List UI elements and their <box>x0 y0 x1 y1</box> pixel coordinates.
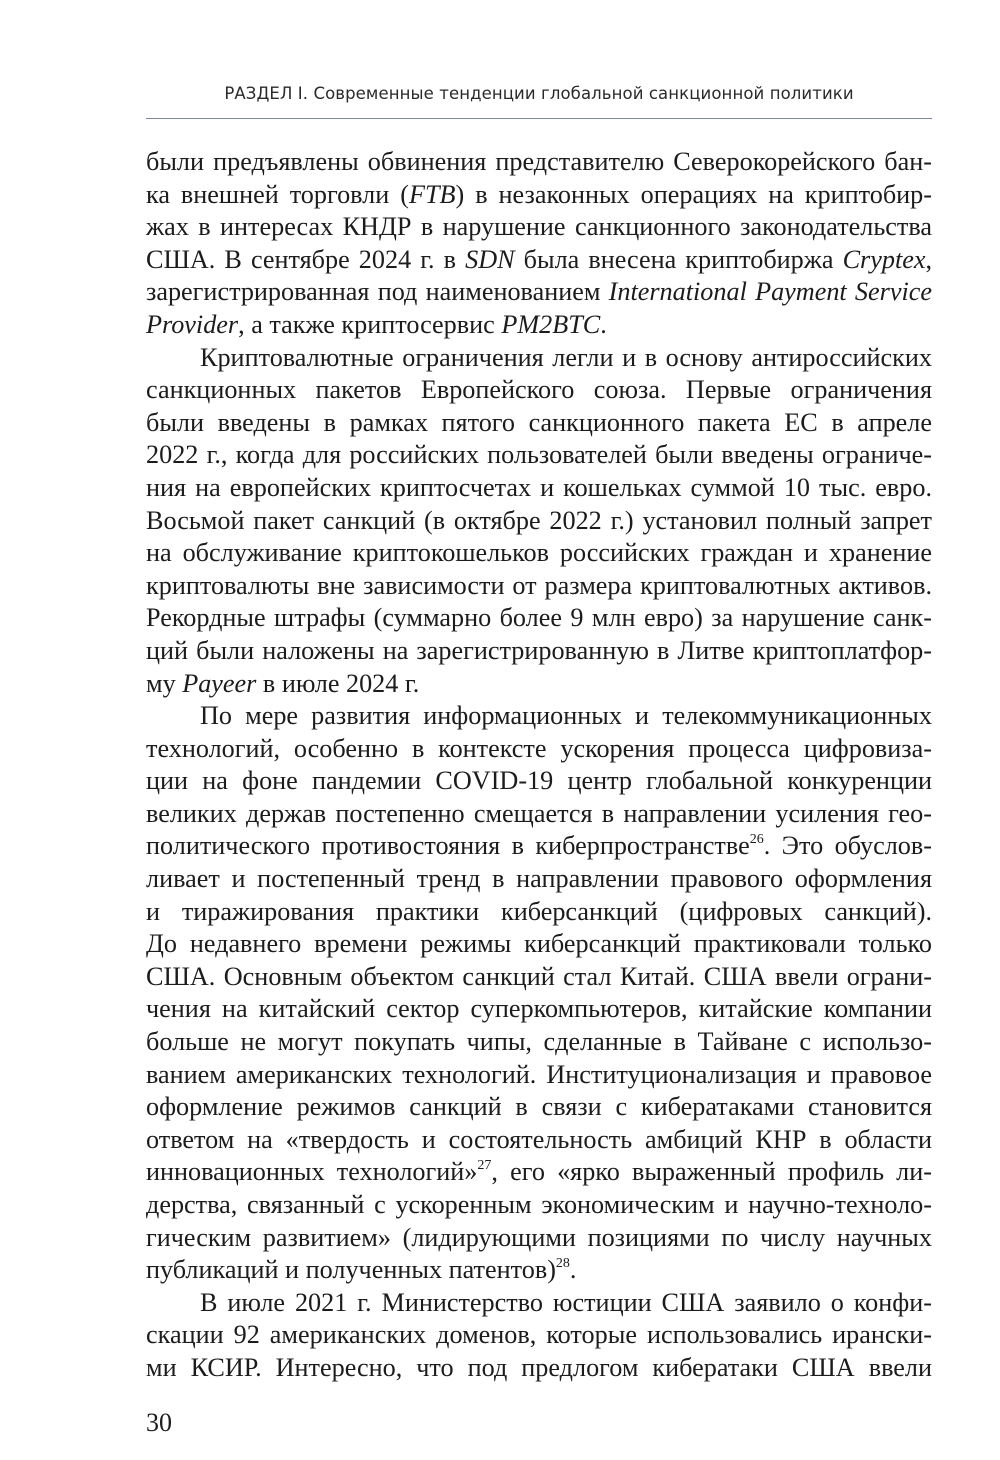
text-line: и тиражирования практики киберсанкций (цифровых санкций). <box>146 896 932 926</box>
page-number: 30 <box>146 1408 172 1437</box>
running-header: РАЗДЕЛ I. Современные тенденции глобальной санкционной политики <box>224 84 854 103</box>
text-line: больше не могут покупать чипы, сделанные в Тайване с использо- <box>146 1027 932 1057</box>
text-line: Криптовалютные ограничения легли и в основу антироссийских <box>200 342 932 372</box>
text-line: публикаций и полученных патентов)$^{28}$. <box>146 1255 577 1285</box>
text-line: ций были наложены на зарегистрированную в Литве криптоплатфор- <box>146 635 932 665</box>
text-line: были введены в рамках пятого санкционного пакета ЕС в апреле <box>146 407 932 437</box>
text-line: Восьмой пакет санкций (в октябре 2022 г.) установил полный запрет <box>146 505 932 535</box>
footnote-ref: 28 <box>555 1256 570 1272</box>
text-line: ния на европейских криптосчетах и кошельках суммой 10 тыс. евро. <box>146 472 932 502</box>
text-line: До недавнего времени режимы киберсанкций практиковали только <box>146 929 932 959</box>
text-line: гическим развитием» (лидирующими позициями по числу научных <box>146 1222 932 1252</box>
text-line: ванием американских технологий. Институционализация и правовое <box>146 1059 932 1089</box>
text-line: По мере развития информационных и телекоммуникационных <box>200 701 932 731</box>
text-line: жах в интересах КНДР в нарушение санкционного законодательства <box>146 212 932 242</box>
italic-term: PM2BTC <box>501 309 601 339</box>
paragraph-2 <box>146 342 932 701</box>
italic-term: International Payment Service <box>608 277 932 307</box>
italic-term: Payeer <box>182 668 257 698</box>
text-line: Рекордные штрафы (суммарно более 9 млн евро) за нарушение санк- <box>146 603 932 633</box>
text-line: оформление режимов санкций в связи с кибератаками становится <box>146 1092 932 1122</box>
text-line: Provider, а также криптосервис PM2BTC. <box>146 309 607 339</box>
text-line: ответом на «твердость и состоятельность амбиций КНР в области <box>146 1124 932 1154</box>
text-line: технологий, особенно в контексте ускорения процесса цифровиза- <box>146 733 932 763</box>
text-line: политического противостояния в киберпространстве$^{26}$. Это обуслов- <box>146 831 932 861</box>
text-line: были предъявлены обвинения представителю Северокорейского бан- <box>146 147 932 176</box>
paragraph-3 <box>146 700 932 1287</box>
paragraph-1 <box>146 146 932 342</box>
italic-term: SDN <box>465 244 515 274</box>
text-line: криптовалюты вне зависимости от размера криптовалютных активов. <box>146 570 932 600</box>
italic-term: FTB <box>408 179 456 209</box>
main-text <box>146 146 932 1385</box>
text-line: му Payeer в июле 2024 г. <box>146 668 420 698</box>
text-line: ливает и постепенный тренд в направлении правового оформления <box>146 864 932 894</box>
text-line: на обслуживание криптокошельков российских граждан и хранение <box>146 538 932 568</box>
text-line: инновационных технологий»$^{27}$, его «ярко выраженный профиль ли- <box>146 1157 932 1187</box>
header-rule <box>146 118 932 119</box>
text-line: дерства, связанный с ускоренным экономическим и научно-техноло- <box>146 1190 932 1219</box>
text-line: ка внешней торговли (FTB) в незаконных операциях на криптобир- <box>146 179 932 209</box>
text-line: ми КСИР. Интересно, что под предлогом кибератаки США ввели <box>146 1352 932 1382</box>
italic-term: Cryptex <box>842 244 926 274</box>
text-line: санкционных пакетов Европейского союза. Первые ограничения <box>146 375 932 405</box>
text-line: ции на фоне пандемии COVID-19 центр глобальной конкуренции <box>146 766 932 796</box>
paragraph-4 <box>146 1287 932 1385</box>
text-line: В июле 2021 г. Министерство юстиции США заявило о конфи- <box>200 1287 932 1317</box>
text-line: 2022 г., когда для российских пользователей были введены ограниче- <box>146 440 932 470</box>
italic-term: Provider <box>146 309 239 339</box>
text-line: зарегистрированная под наименованием International Payment Service <box>146 277 932 307</box>
footnote-ref: 27 <box>477 1158 492 1174</box>
text-line: США. Основным объектом санкций стал Китай. США ввели ограни- <box>146 961 932 991</box>
text-line: чения на китайский сектор суперкомпьютеров, китайские компании <box>146 994 932 1024</box>
footnote-ref: 26 <box>749 832 764 848</box>
text-line: великих держав постепенно смещается в направлении усиления гео- <box>146 798 932 828</box>
text-line: скации 92 американских доменов, которые использовались ирански- <box>146 1320 932 1350</box>
text-line: США. В сентябре 2024 г. в SDN была внесена криптобиржа Cryptex, <box>146 244 933 274</box>
